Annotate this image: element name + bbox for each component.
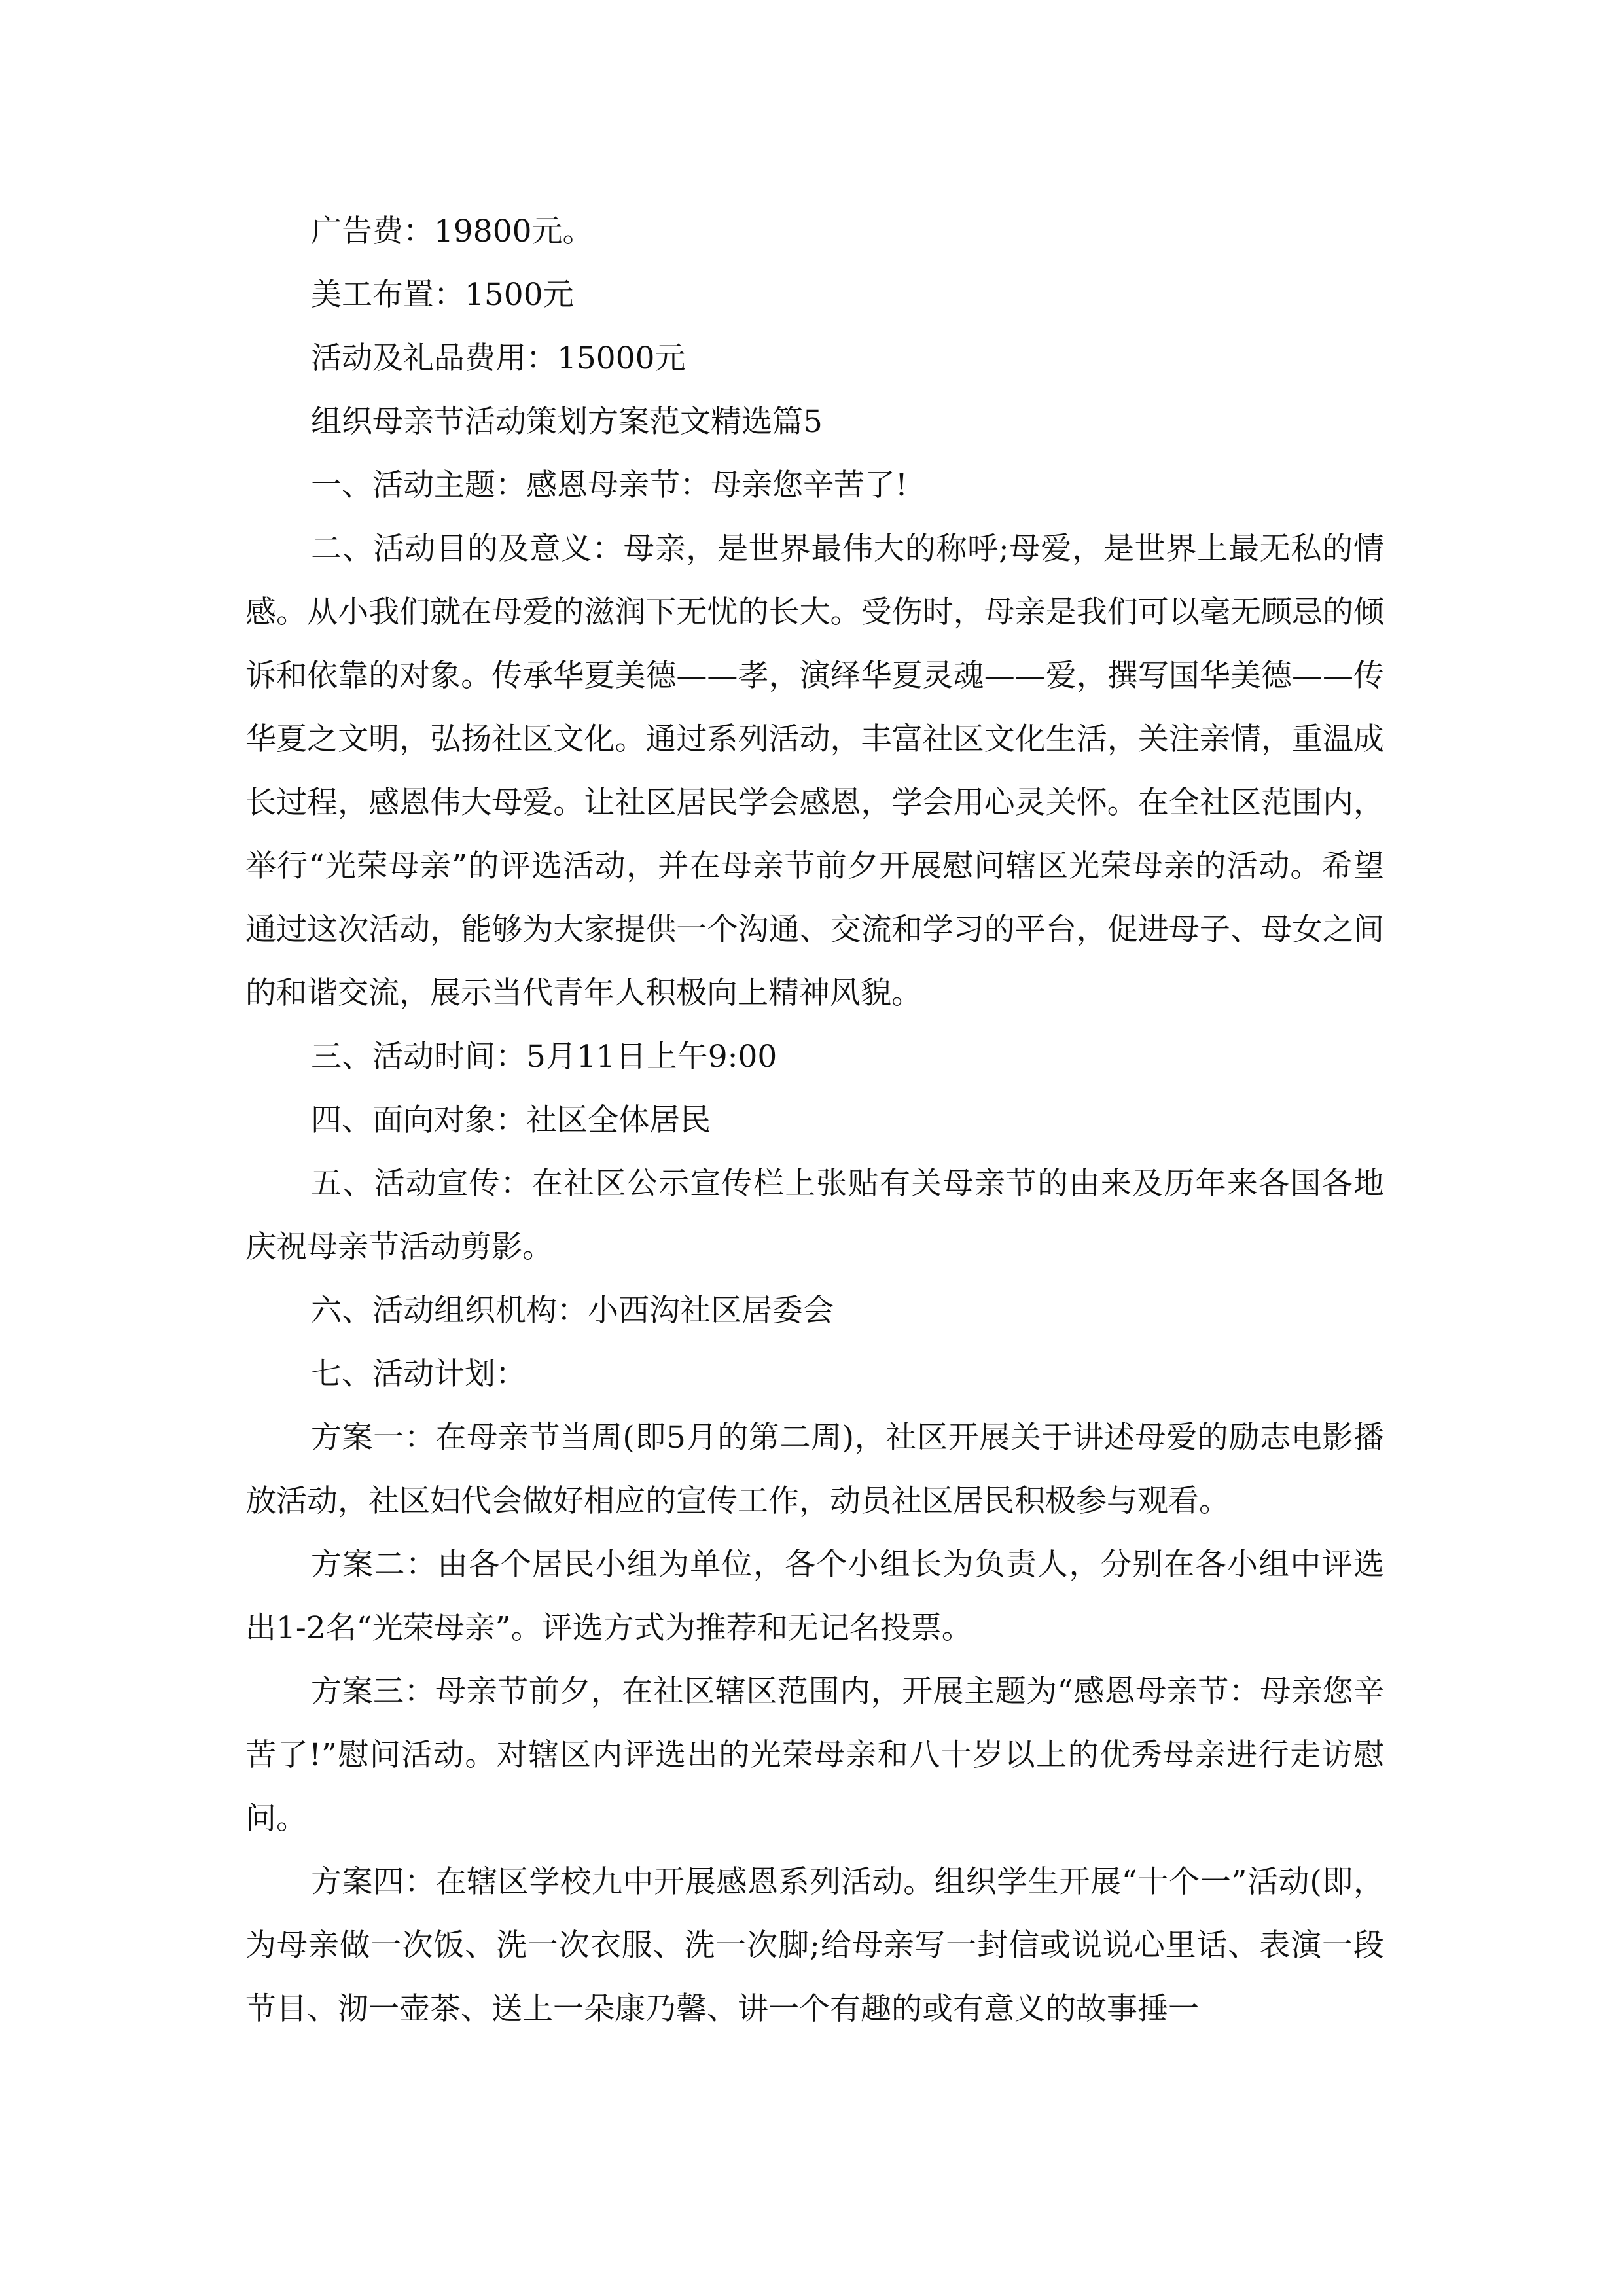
budget-activity-gifts: 活动及礼品费用：15000元 — [311, 340, 686, 376]
item-audience: 四、面向对象：社区全体居民 — [311, 1102, 711, 1138]
item-organizer: 六、活动组织机构：小西沟社区居委会 — [311, 1293, 834, 1329]
plan-4: 方案四：在辖区学校九中开展感恩系列活动。组织学生开展“十个一”活动(即，为母亲做一次饭、洗一次衣服、洗一次脚;给母亲写一封信或说说心里话、表演一段节目、沏一壶茶、送上一朵康乃馨、讲一个有趣的或有意义的故事捶一 — [245, 1864, 1384, 2027]
budget-advertising: 广告费：19800元。 — [311, 213, 594, 249]
item-purpose: 二、活动目的及意义：母亲，是世界最伟大的称呼;母爱，是世界上最无私的情感。从小我们就在母爱的滋润下无忧的长大。受伤时，母亲是我们可以毫无顾忌的倾诉和依靠的对象。传承华夏美德——孝，演绎华夏灵魂——爱，撰写国华美德——传华夏之文明，弘扬社区文化。通过系列活动，丰富社区文化生活，关注亲情，重温成长过程，感恩伟大母爱。让社区居民学会感恩，学会用心灵关怀。在全社区范围内，举行“光荣母亲”的评选活动，并在母亲节前夕开展慰问辖区光荣母亲的活动。希望通过这次活动，能够为大家提供一个沟通、交流和学习的平台，促进母子、母女之间的和谐交流，展示当代青年人积极向上精神风貌。 — [245, 531, 1384, 1011]
item-time: 三、活动时间：5月11日上午9:00 — [311, 1039, 777, 1075]
item-theme: 一、活动主题：感恩母亲节：母亲您辛苦了! — [311, 467, 908, 503]
plan-3: 方案三：母亲节前夕，在社区辖区范围内，开展主题为“感恩母亲节：母亲您辛苦了!”慰问活动。对辖区内评选出的光荣母亲和八十岁以上的优秀母亲进行走访慰问。 — [245, 1674, 1384, 1837]
section-title: 组织母亲节活动策划方案范文精选篇5 — [311, 404, 823, 440]
budget-art-layout: 美工布置：1500元 — [311, 277, 574, 313]
document-page — [245, 200, 1384, 2041]
item-publicity: 五、活动宣传：在社区公示宣传栏上张贴有关母亲节的由来及历年来各国各地庆祝母亲节活动剪影。 — [245, 1166, 1384, 1265]
plan-2: 方案二：由各个居民小组为单位，各个小组长为负责人，分别在各小组中评选出1-2名“光荣母亲”。评选方式为推荐和无记名投票。 — [245, 1547, 1384, 1646]
plan-1: 方案一：在母亲节当周(即5月的第二周)，社区开展关于讲述母爱的励志电影播放活动，社区妇代会做好相应的宣传工作，动员社区居民积极参与观看。 — [245, 1420, 1384, 1519]
item-plan-heading: 七、活动计划： — [311, 1356, 526, 1392]
